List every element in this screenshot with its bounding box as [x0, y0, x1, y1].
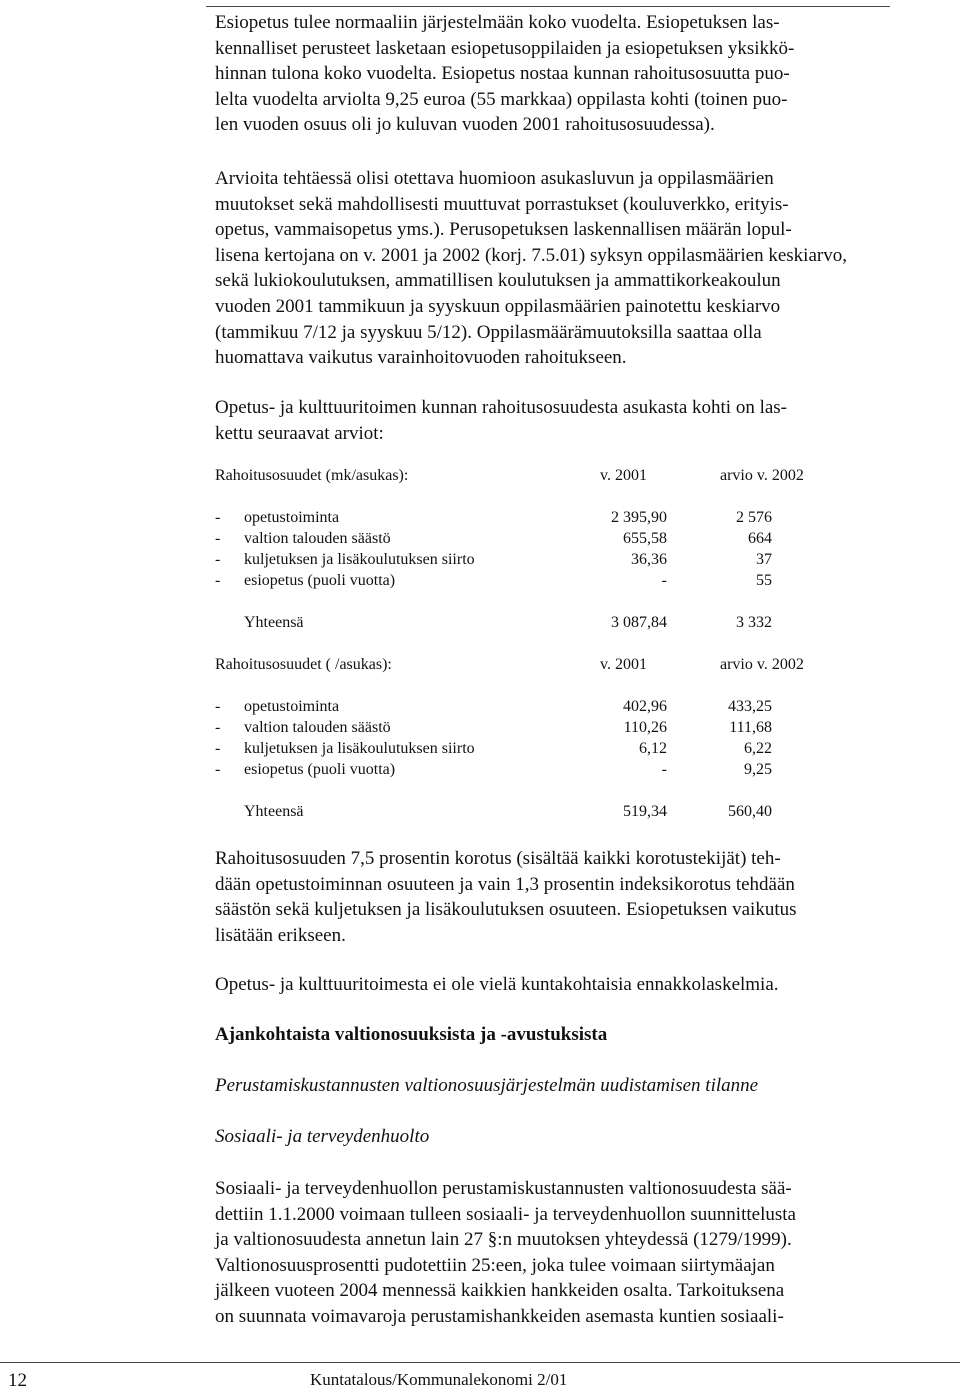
- row-dash: -: [215, 761, 221, 778]
- row-label: kuljetuksen ja lisäkoulutuksen siirto: [244, 551, 475, 568]
- text-line: (tammikuu 7/12 ja syyskuu 5/12). Oppilasmäärämuutoksilla saattaa olla: [215, 321, 762, 343]
- row-label: kuljetuksen ja lisäkoulutuksen siirto: [244, 740, 475, 757]
- total-value-2001: 3 087,84: [611, 614, 667, 631]
- row-dash: -: [215, 698, 221, 715]
- row-label: esiopetus (puoli vuotta): [244, 572, 396, 589]
- text-line: dään opetustoiminnan osuuteen ja vain 1,3 prosentin indeksikorotus tehdään: [215, 873, 795, 895]
- row-value-2001: 110,26: [623, 719, 667, 736]
- text-line: huomattava vaikutus varainhoitovuoden rahoitukseen.: [215, 347, 627, 369]
- row-dash: -: [215, 719, 221, 736]
- text-line: lisätään erikseen.: [215, 924, 346, 946]
- text-line: kennalliset perusteet lasketaan esiopetusoppilaiden ja esiopetuksen yksikkö-: [215, 37, 795, 59]
- paragraph-opetus-arviot: [215, 395, 787, 446]
- column-header-2002: arvio v. 2002: [720, 467, 804, 484]
- text-line: Opetus- ja kulttuuritoimesta ei ole vielä kuntakohtaisia ennakkolaskelmia.: [215, 974, 779, 995]
- text-line: Valtionosuusprosentti pudotettiin 25:een, joka tulee voimaan siirtymäajan: [215, 1254, 775, 1276]
- subheading-perustamiskustannukset: Perustamiskustannusten valtionosuusjärjestelmän uudistamisen tilanne: [215, 1075, 759, 1096]
- text-line: jälkeen vuoteen 2004 mennessä kaikkien hankkeiden osalta. Tarkoituksena: [215, 1280, 785, 1302]
- text-line: Sosiaali- ja terveydenhuollon perustamiskustannusten valtionosuudesta sää-: [215, 1178, 792, 1199]
- text-line: sekä lukiokoulutuksen, ammatillisen koulutuksen ja ammattikorkeakoulun: [215, 270, 781, 292]
- row-value-2002: 9,25: [744, 761, 772, 778]
- row-value-2002: 433,25: [728, 698, 772, 715]
- table-header-label: Rahoitusosuudet ( /asukas):: [215, 656, 392, 673]
- footer-rule: [0, 1362, 960, 1363]
- row-label: valtion talouden säästö: [244, 719, 391, 736]
- column-header-2002: arvio v. 2002: [720, 656, 804, 673]
- paragraph-korotus: [215, 846, 797, 948]
- top-rule: [206, 6, 890, 7]
- row-value-2001: -: [661, 572, 667, 589]
- text-line: Arvioita tehtäessä olisi otettava huomioon asukasluvun ja oppilasmäärien: [215, 168, 774, 189]
- row-value-2001: 2 395,90: [611, 509, 667, 526]
- text-line: vuoden 2001 tammikuun ja syyskuun oppilasmäärien painotettu keskiarvo: [215, 295, 781, 317]
- row-label: esiopetus (puoli vuotta): [244, 761, 396, 778]
- subheading-sosiaali-terveydenhuolto: Sosiaali- ja terveydenhuolto: [215, 1126, 430, 1147]
- row-label: opetustoiminta: [244, 509, 340, 526]
- text-line: Esiopetus tulee normaaliin järjestelmään koko vuodelta. Esiopetuksen las-: [215, 12, 780, 33]
- paragraph-sosiaali: [215, 1176, 796, 1330]
- column-header-2001: v. 2001: [600, 467, 647, 484]
- text-line: lisena kertojana on v. 2001 ja 2002 (korj. 7.5.01) syksyn oppilasmäärien keskiarvo,: [215, 244, 847, 266]
- total-value-2002: 3 332: [736, 614, 772, 631]
- row-label: valtion talouden säästö: [244, 530, 391, 547]
- row-dash: -: [215, 572, 221, 589]
- paragraph-esiopetus: [215, 10, 794, 138]
- row-value-2001: 36,36: [631, 551, 667, 568]
- text-line: ja valtionosuudesta annetun lain 27 §:n muutoksen yhteydessä (1279/1999).: [215, 1229, 792, 1251]
- text-line: opetus, vammaisopetus yms.). Perusopetuksen laskennallisen määrän lopul-: [215, 219, 792, 241]
- paragraph-arvioita: [215, 166, 847, 371]
- row-value-2001: 655,58: [623, 530, 667, 547]
- row-dash: -: [215, 530, 221, 547]
- row-dash: -: [215, 509, 221, 526]
- row-value-2002: 2 576: [736, 509, 772, 526]
- total-label: Yhteensä: [244, 614, 304, 631]
- total-label: Yhteensä: [244, 803, 304, 820]
- text-line: kettu seuraavat arviot:: [215, 422, 384, 444]
- row-value-2002: 6,22: [744, 740, 772, 757]
- footer-publication: Kuntatalous/Kommunalekonomi 2/01: [310, 1370, 568, 1389]
- row-dash: -: [215, 740, 221, 757]
- total-value-2002: 560,40: [728, 803, 772, 820]
- text-line: on suunnata voimavaroja perustamishankkeiden asemasta kuntien sosiaali-: [215, 1305, 784, 1327]
- section-heading: Ajankohtaista valtionosuuksista ja -avustuksista: [215, 1024, 608, 1045]
- text-line: muutokset sekä mahdollisesti muuttuvat porrastukset (kouluverkko, erityis-: [215, 193, 789, 215]
- row-value-2002: 664: [748, 530, 772, 547]
- total-value-2001: 519,34: [623, 803, 667, 820]
- text-line: dettiin 1.1.2000 voimaan tulleen sosiaali- ja terveydenhuollon suunnittelusta: [215, 1203, 796, 1225]
- text-line: len vuoden osuus oli jo kuluvan vuoden 2001 rahoitusosuudessa).: [215, 114, 715, 136]
- text-line: lelta vuodelta arviolta 9,25 euroa (55 markkaa) oppilasta kohti (toinen puo-: [215, 88, 788, 110]
- paragraph-ennakkolaskelmat: [215, 972, 779, 998]
- text-line: säästön sekä kuljetuksen ja lisäkoulutuksen osuuteen. Esiopetuksen vaikutus: [215, 899, 797, 921]
- table-header-label: Rahoitusosuudet (mk/asukas):: [215, 467, 409, 484]
- row-dash: -: [215, 551, 221, 568]
- row-value-2001: -: [661, 761, 667, 778]
- row-value-2001: 6,12: [639, 740, 667, 757]
- row-value-2002: 111,68: [729, 719, 772, 736]
- column-header-2001: v. 2001: [600, 656, 647, 673]
- row-label: opetustoiminta: [244, 698, 340, 715]
- row-value-2002: 55: [756, 572, 772, 589]
- text-line: Opetus- ja kulttuuritoimen kunnan rahoitusosuudesta asukasta kohti on las-: [215, 397, 788, 418]
- row-value-2002: 37: [756, 551, 772, 568]
- text-line: hinnan tulona koko vuodelta. Esiopetus nostaa kunnan rahoitusosuutta puo-: [215, 63, 790, 85]
- row-value-2001: 402,96: [623, 698, 667, 715]
- page-number: 12: [8, 1370, 27, 1391]
- text-line: Rahoitusosuuden 7,5 prosentin korotus (sisältää kaikki korotustekijät) teh-: [215, 848, 781, 869]
